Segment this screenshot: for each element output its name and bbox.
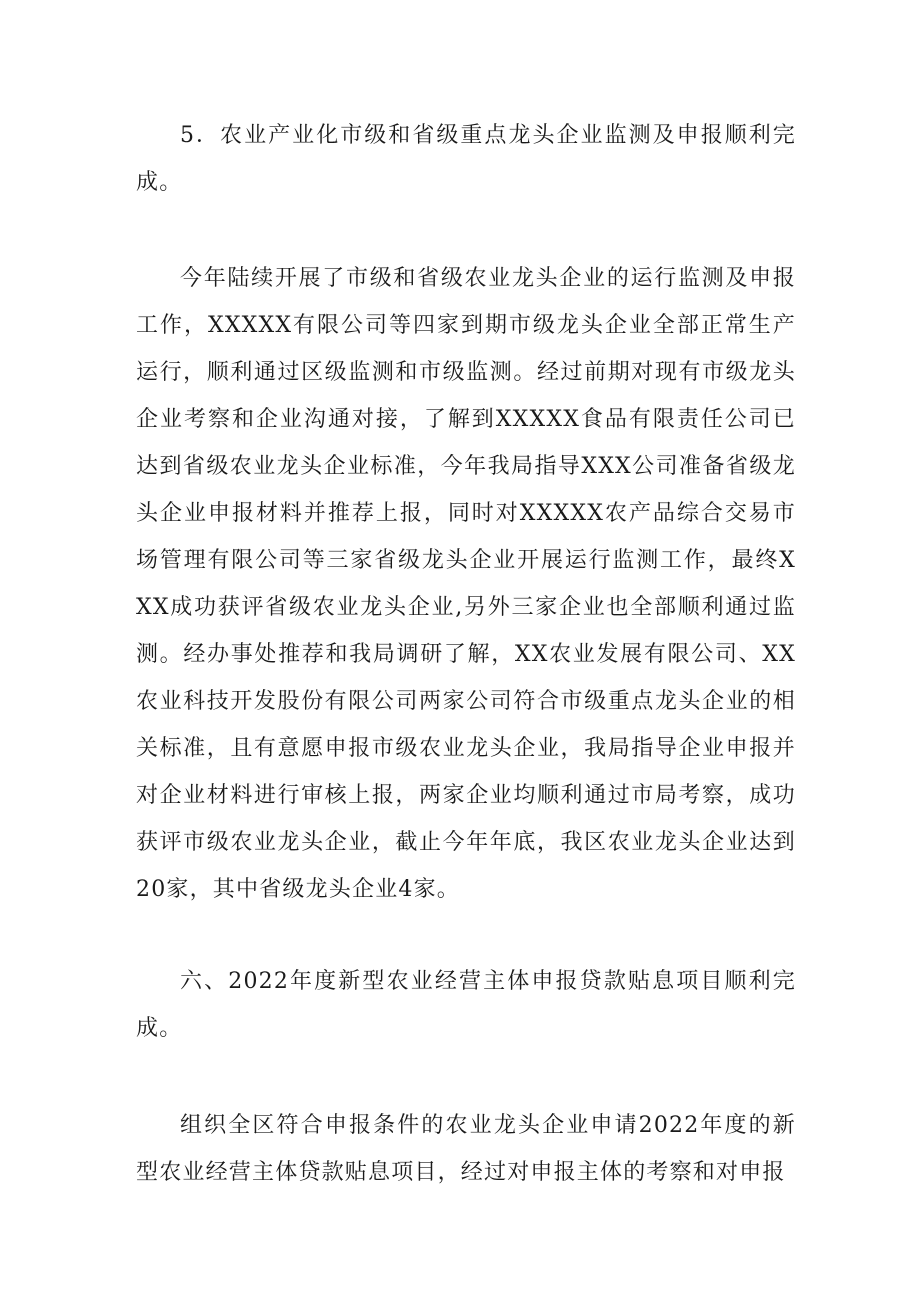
paragraph-body-monitoring: 今年陆续开展了市级和省级农业龙头企业的运行监测及申报工作，XXXXX有限公司等四家到期市级龙头企业全部正常生产运行，顺利通过区级监测和市级监测。经过前期对现有市级龙头企业考察和企业沟通对接，了解到XXXXX食品有限责任公司已达到省级农业龙头企业标准，今年我局指导XXX公司准备省级龙头企业申报材料并推荐上报，同时对XXXXX农产品综合交易市场管理有限公司等三家省级龙头企业开展运行监测工作，最终XXX成功获评省级农业龙头企业,另外三家企业也全部顺利通过监测。经办事处推荐和我局调研了解，XX农业发展有限公司、XX农业科技开发股份有限公司两家公司符合市级重点龙头企业的相关标准，且有意愿申报市级农业龙头企业，我局指导企业申报并对企业材料进行审核上报，两家企业均顺利通过市局考察，成功获评市级农业龙头企业，截止今年年底，我区农业龙头企业达到20家，其中省级龙头企业4家。 (136, 266, 796, 902)
paragraph-heading-6: 六、2022年度新型农业经营主体申报贷款贴息项目顺利完成。 (136, 969, 796, 1041)
paragraph-heading-5: 5．农业产业化市级和省级重点龙头企业监测及申报顺利完成。 (136, 123, 796, 195)
paragraph-body-loan-subsidy: 组织全区符合申报条件的农业龙头企业申请2022年度的新型农业经营主体贷款贴息项目，经过对申报主体的考察和对申报 (136, 1113, 796, 1185)
document-page (136, 112, 796, 1196)
